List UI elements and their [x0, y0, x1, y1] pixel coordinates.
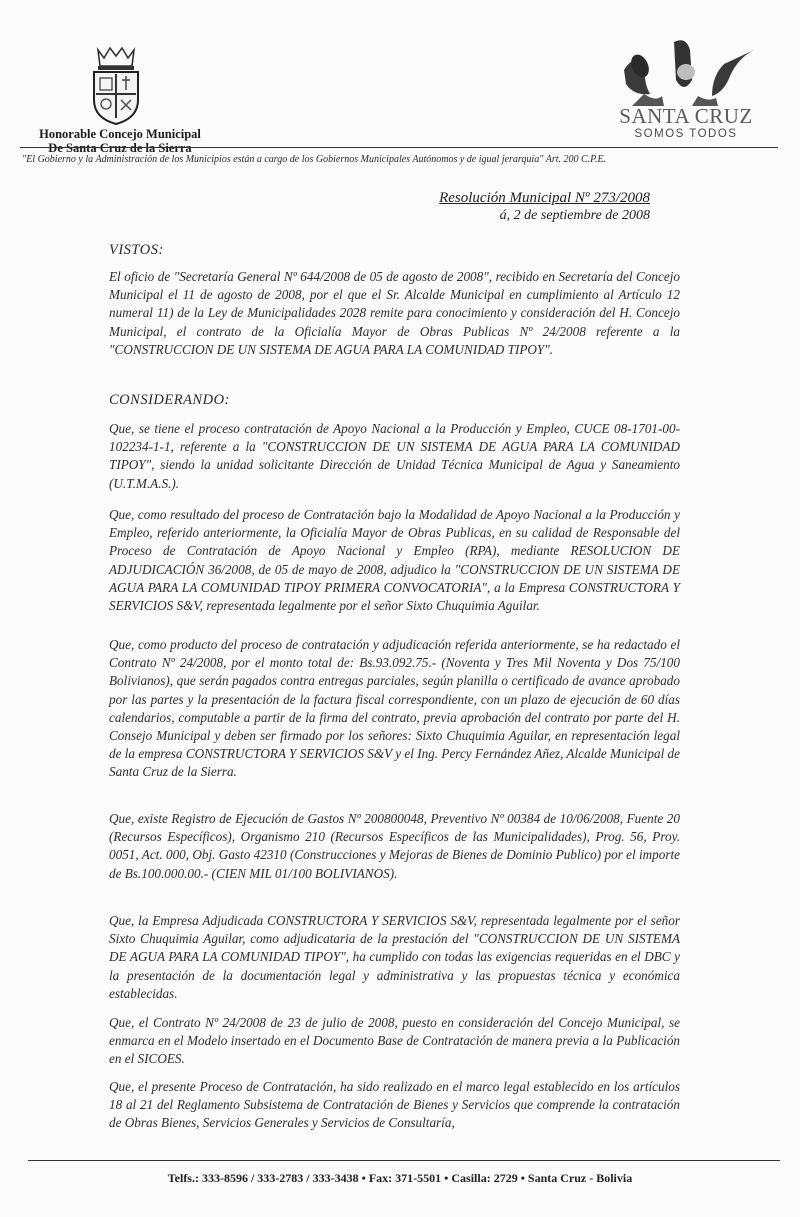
vistos-paragraph: El oficio de "Secretaría General Nº 644/2008 de 05 de agosto de 2008", recibido en Secretaría del Concejo Municipal el 11 de agosto de 2008, por el que el Sr. Alcalde Municipal en cumplimiento al Artículo 12 numeral 11) de la Ley de Municipalidades 2028 remite para conocimiento y consideración del H. Concejo Municipal, el contrato de la Oficialía Mayor de Obras Publicas Nº 24/2008 referente a la "CONSTRUCCION DE UN SISTEMA DE AGUA PARA LA COMUNIDAD TIPOY". — [109, 269, 680, 357]
considerando-paragraph-6: Que, el Contrato Nº 24/2008 de 23 de julio de 2008, puesto en consideración del Concejo Municipal, se enmarca en el Modelo insertado en el Documento Base de Contratación de manera previa a la Publicación en el SICOES. — [109, 1015, 680, 1067]
considerando-heading: CONSIDERANDO: — [109, 392, 230, 408]
vistos-heading: VISTOS: — [109, 242, 164, 258]
considerando-paragraph-7: Que, el presente Proceso de Contratación, ha sido realizado en el marco legal establecido en los artículos 18 al 21 del Reglamento Subsistema de Contratación de Bienes y Servicios que comprende la contratación de Obras Bienes, Servicios Generales y Servicios de Consultaría, — [109, 1079, 680, 1131]
resolution-title: Resolución Municipal Nº 273/2008 — [439, 190, 650, 206]
considerando-paragraph-2: Que, como resultado del proceso de Contratación bajo la Modalidad de Apoyo Nacional a la Producción y Empleo, referido anteriormente, la Oficialía Mayor de Obras Publicas, en su calidad de Responsable del Proceso de Contratación de Apoyo Nacional y Empleo (RPA), mediante RESOLUCION DE ADJUDICACIÓN 36/2008, de 05 de mayo de 2008, adjudico la "CONSTRUCCION DE UN SISTEMA DE AGUA PARA LA COMUNIDAD TIPOY PRIMERA CONVOCATORIA", a la Empresa CONSTRUCTORA Y SERVICIOS S&V, representada legalmente por el señor Sixto Chuquimia Aguilar. — [109, 507, 680, 614]
logo-title: SANTA CRUZ — [619, 104, 753, 128]
considerando-paragraph-4: Que, existe Registro de Ejecución de Gastos Nº 200800048, Preventivo Nº 00384 de 10/06/2008, Fuente 20 (Recursos Específicos), Organismo 210 (Recursos Específicos de las Municipalidades), Prog. 56, Proy. 0051, Act. 000, Obj. Gasto 42310 (Construcciones y Mejoras de Bienes de Dominio Publico) por el importe de Bs.100.000.00.- (CIEN MIL 01/100 BOLIVIANOS). — [109, 811, 680, 881]
header-divider — [20, 147, 778, 148]
considerando-paragraph-3: Que, como producto del proceso de contratación y adjudicación referida anteriormente, se ha redactado el Contrato Nº 24/2008, por el monto total de: Bs.93.092.75.- (Noventa y Tres Mil Noventa y Dos 75/100 Bolivianos), que serán pagados contra entregas parciales, según planilla o certificado de avance aprobado por las partes y la presentación de la factura fiscal correspondiente, con un plazo de ejecución de 60 días calendarios, computable a partir de la firma del contrato, previa aprobación del contrato por parte del H. Consejo Municipal y deben ser firmado por los señores: Sixto Chuquimia Aguilar, en representación legal de la empresa CONSTRUCTORA Y SERVICIOS S&V y el Ing. Percy Fernández Añez, Alcalde Municipal de Santa Cruz de la Sierra. — [109, 637, 680, 780]
org-name-line1: Honorable Concejo Municipal — [39, 127, 201, 141]
footer-contact: Telfs.: 333-8596 / 333-2783 / 333-3438 • Fax: 371-5501 • Casilla: 2729 • Santa Cruz - Bolivia — [167, 1171, 633, 1185]
logo-subtitle: SOMOS TODOS — [634, 128, 738, 140]
footer-divider — [28, 1160, 780, 1161]
org-name — [20, 127, 220, 155]
considerando-paragraph-1: Que, se tiene el proceso contratación de Apoyo Nacional a la Producción y Empleo, CUCE 08-1701-00-102234-1-1, referente a la "CONSTRUCCION DE UN SISTEMA DE AGUA PARA LA COMUNIDAD TIPOY", siendo la unidad solicitante Dirección de Unidad Técnica Municipal de Agua y Saneamiento (U.T.M.A.S.). — [109, 421, 680, 491]
coat-of-arms-icon — [86, 44, 146, 126]
resolution-date: á, 2 de septiembre de 2008 — [499, 208, 650, 223]
considerando-paragraph-5: Que, la Empresa Adjudicada CONSTRUCTORA Y SERVICIOS S&V, representada legalmente por el señor Sixto Chuquimia Aguilar, como adjudicataria de la prestación del "CONSTRUCCION DE UN SISTEMA DE AGUA PARA LA COMUNIDAD TIPOY", ha cumplido con todas las exigencias requeridas en el DBC y la presentación de la documentación legal y administrativa y las propuestas técnica y económica establecidas. — [109, 913, 680, 1001]
org-name-line2: De Santa Cruz de la Sierra — [48, 141, 192, 155]
constitutional-motto: "El Gobierno y la Administración de los Municipios están a cargo de los Gobiernos Municipales Autónomos y de igual jerarquía" Art. 200 C.P.E. — [22, 154, 607, 165]
